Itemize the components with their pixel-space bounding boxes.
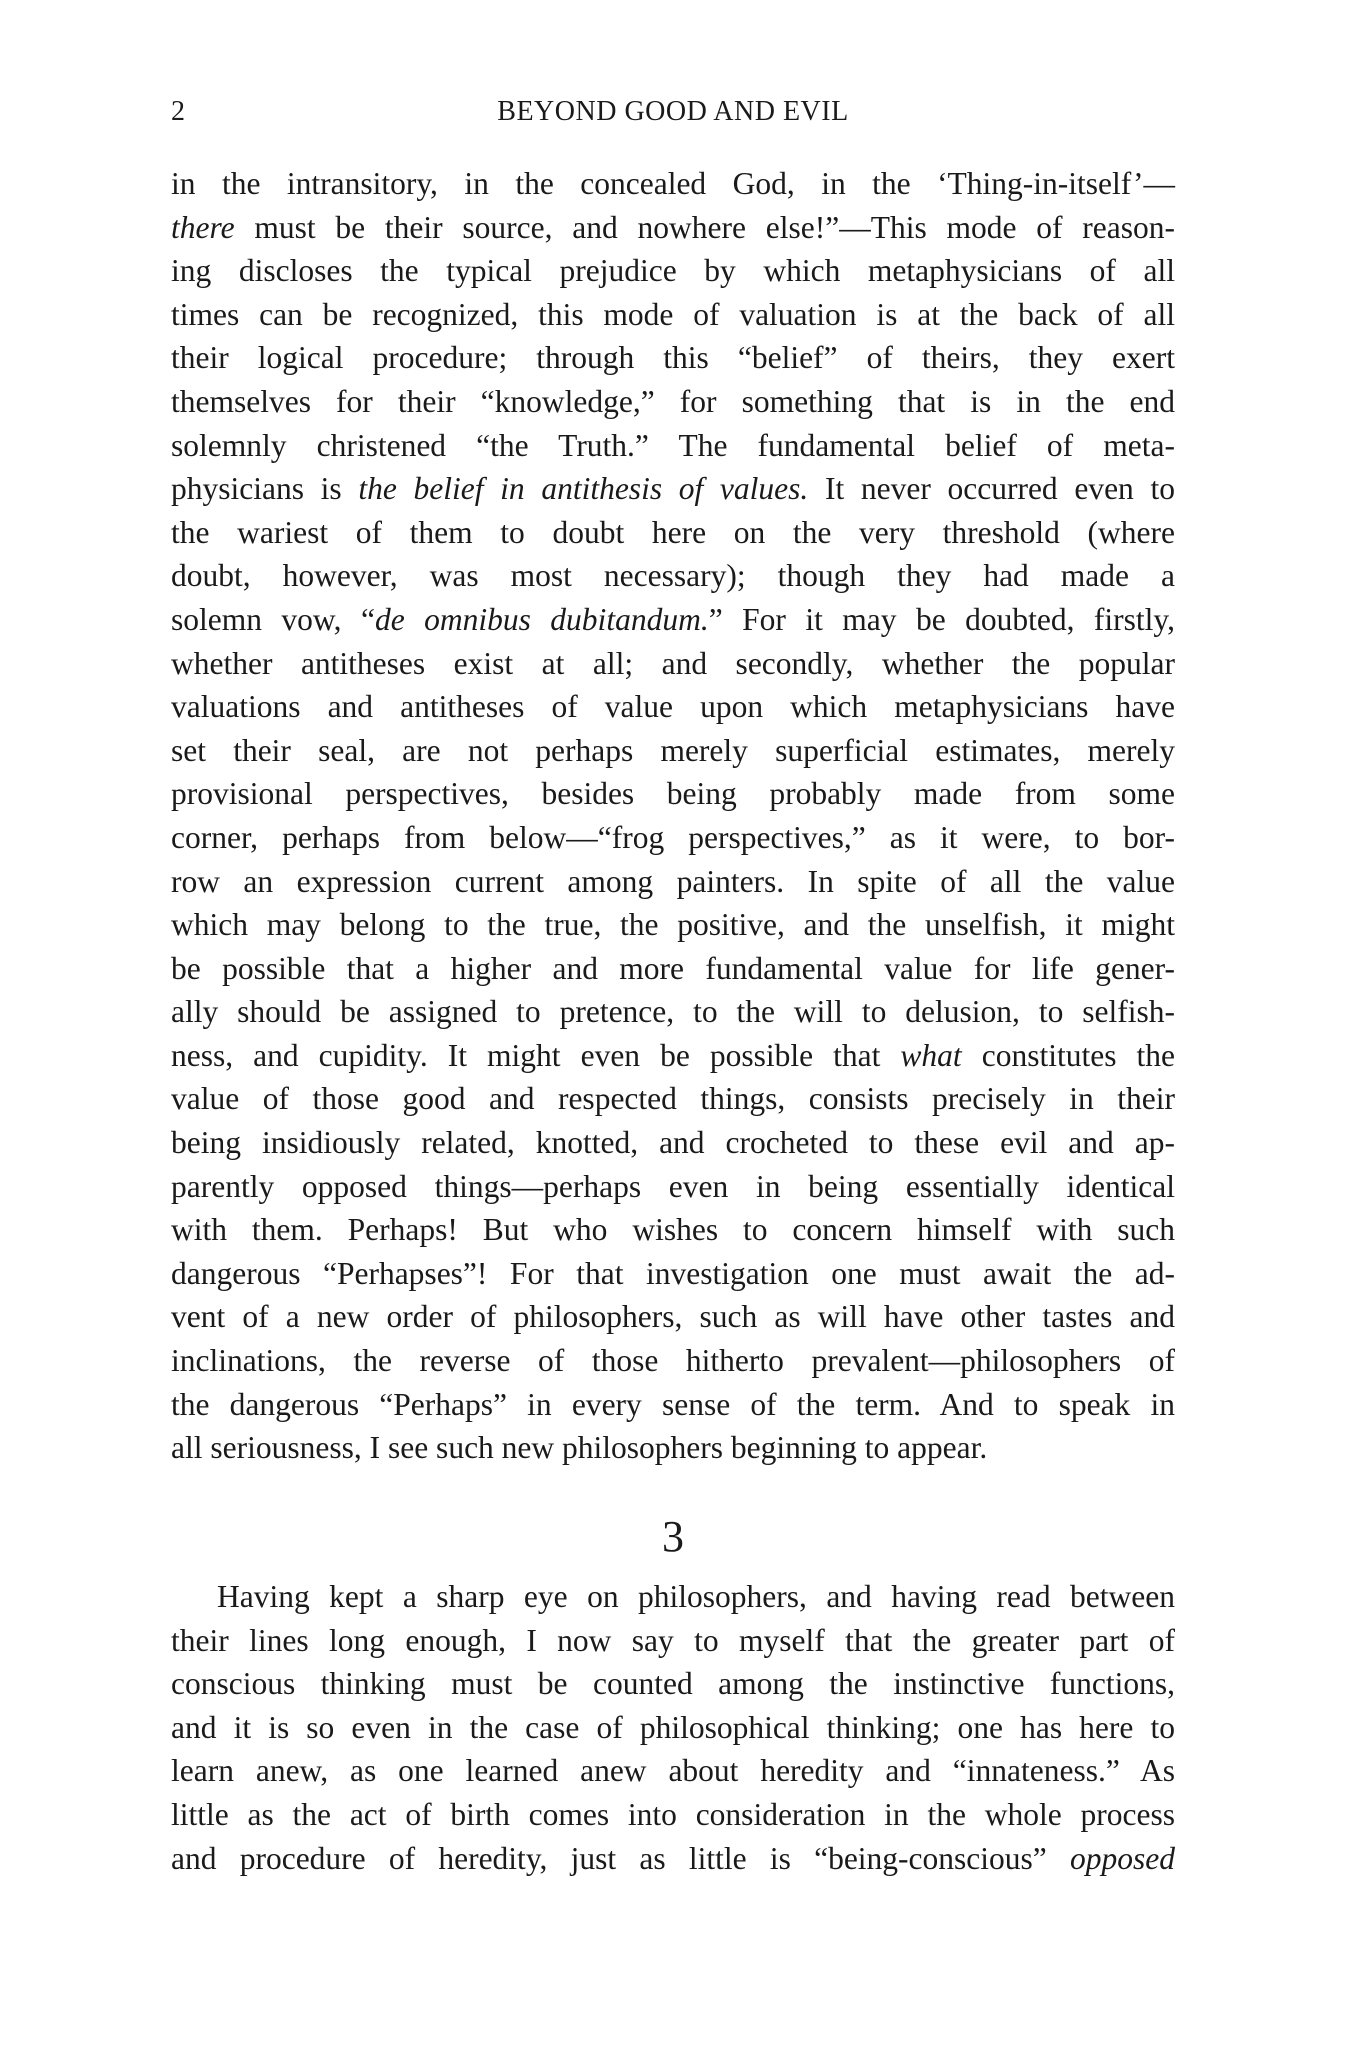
italic-text-run: there xyxy=(171,209,235,245)
text-run: times can be recognized, this mode of valuation is at the back of all xyxy=(171,296,1175,332)
text-line xyxy=(171,1706,1175,1750)
text-run: solemnly christened “the Truth.” The fundamental belief of meta- xyxy=(171,427,1175,463)
text-run: dangerous “Perhapses”! For that investigation one must await the ad- xyxy=(171,1255,1175,1291)
text-run: be possible that a higher and more fundamental value for life gener- xyxy=(171,950,1175,986)
text-run: themselves for their “knowledge,” for something that is in the end xyxy=(171,383,1175,419)
text-run: their lines long enough, I now say to myself that the greater part of xyxy=(171,1622,1175,1658)
text-run: set their seal, are not perhaps merely superficial estimates, merely xyxy=(171,732,1175,768)
text-line xyxy=(171,1662,1175,1706)
text-line xyxy=(171,1295,1175,1339)
text-line xyxy=(171,249,1175,293)
text-run: vent of a new order of philosophers, such as will have other tastes and xyxy=(171,1299,1175,1335)
text-line xyxy=(171,685,1175,729)
section-number: 3 xyxy=(662,1512,684,1561)
text-run: with them. Perhaps! But who wishes to concern himself with such xyxy=(171,1212,1175,1248)
text-run: and procedure of heredity, just as little is “being-conscious” xyxy=(171,1840,1070,1876)
text-line xyxy=(171,554,1175,598)
text-run: must be their source, and nowhere else!”—This mode of reason- xyxy=(234,209,1175,245)
text-line xyxy=(171,162,1175,206)
text-line xyxy=(171,293,1175,337)
text-run: It never occurred even to xyxy=(808,471,1175,507)
page-number: 2 xyxy=(171,96,186,127)
text-run: Having kept a sharp eye on philosophers, and having read between xyxy=(217,1579,1175,1614)
text-line xyxy=(171,1339,1175,1383)
text-run: solemn vow, “ xyxy=(171,601,375,637)
text-line xyxy=(171,424,1175,468)
text-line xyxy=(171,467,1175,511)
italic-text-run: the belief in antithesis of values. xyxy=(358,471,809,507)
text-line xyxy=(171,990,1175,1034)
text-run: and it is so even in the case of philosophical thinking; one has here to xyxy=(171,1709,1175,1745)
text-line xyxy=(171,1619,1175,1663)
text-line xyxy=(171,1837,1175,1881)
text-line xyxy=(171,380,1175,424)
text-line xyxy=(171,860,1175,904)
text-run: which may belong to the true, the positive, and the unselfish, it might xyxy=(171,907,1175,943)
text-line xyxy=(171,642,1175,686)
text-run: ally should be assigned to pretence, to the will to delusion, to selfish- xyxy=(171,994,1175,1030)
text-line xyxy=(171,903,1175,947)
text-line xyxy=(171,1426,1175,1470)
italic-text-run: what xyxy=(900,1037,962,1073)
text-line xyxy=(171,1034,1175,1078)
text-run: ness, and cupidity. It might even be possible that xyxy=(171,1037,901,1073)
text-run: inclinations, the reverse of those hitherto prevalent—philosophers of xyxy=(171,1343,1175,1379)
text-run: the dangerous “Perhaps” in every sense of the term. And to speak in xyxy=(171,1386,1175,1422)
text-run: constitutes the xyxy=(961,1037,1175,1073)
text-line xyxy=(171,1252,1175,1296)
text-line xyxy=(171,1793,1175,1837)
text-run: learn anew, as one learned anew about heredity and “innateness.” As xyxy=(171,1753,1175,1789)
text-line xyxy=(171,1077,1175,1121)
text-line xyxy=(171,511,1175,555)
text-run: their logical procedure; through this “belief” of theirs, they exert xyxy=(171,340,1175,376)
text-line xyxy=(171,816,1175,860)
text-line xyxy=(171,1383,1175,1427)
text-run: valuations and antitheses of value upon which metaphysicians have xyxy=(171,689,1175,725)
italic-text-run: opposed xyxy=(1070,1840,1175,1876)
running-head: BEYOND GOOD AND EVIL xyxy=(497,96,849,127)
text-run: value of those good and respected things, consists precisely in their xyxy=(171,1081,1175,1117)
text-run: being insidiously related, knotted, and crocheted to these evil and ap- xyxy=(171,1125,1175,1161)
page-header xyxy=(171,96,1175,136)
text-line xyxy=(171,1165,1175,1209)
text-line xyxy=(171,947,1175,991)
text-run: doubt, however, was most necessary); though they had made a xyxy=(171,558,1175,594)
text-run: all seriousness, I see such new philosophers beginning to appear. xyxy=(171,1430,988,1466)
text-run: physicians is xyxy=(171,471,359,507)
text-line xyxy=(171,1208,1175,1252)
text-run: ing discloses the typical prejudice by which metaphysicians of all xyxy=(171,253,1175,289)
text-run: provisional perspectives, besides being probably made from some xyxy=(171,776,1175,812)
text-run: row an expression current among painters. In spite of all the value xyxy=(171,863,1175,899)
text-line xyxy=(171,206,1175,250)
text-line xyxy=(171,598,1175,642)
text-line xyxy=(171,1749,1175,1793)
text-run: little as the act of birth comes into consideration in the whole process xyxy=(171,1796,1175,1832)
text-line xyxy=(171,772,1175,816)
text-line xyxy=(171,729,1175,773)
text-run: conscious thinking must be counted among the instinctive functions, xyxy=(171,1666,1175,1702)
text-run: corner, perhaps from below—“frog perspectives,” as it were, to bor- xyxy=(171,819,1175,855)
text-line xyxy=(171,336,1175,380)
text-run: parently opposed things—perhaps even in being essentially identical xyxy=(171,1168,1175,1204)
text-line xyxy=(171,1575,1175,1619)
text-run: ” For it may be doubted, firstly, xyxy=(708,601,1175,637)
italic-text-run: de omnibus dubitandum. xyxy=(374,601,709,637)
section-2-body-text xyxy=(171,162,1175,1470)
text-run: in the intransitory, in the concealed God, in the ‘Thing-in-itself’— xyxy=(171,166,1175,201)
text-line xyxy=(171,1121,1175,1165)
text-run: whether antitheses exist at all; and secondly, whether the popular xyxy=(171,645,1175,681)
text-run: the wariest of them to doubt here on the very threshold (where xyxy=(171,514,1175,550)
section-3-body-text xyxy=(171,1575,1175,1880)
